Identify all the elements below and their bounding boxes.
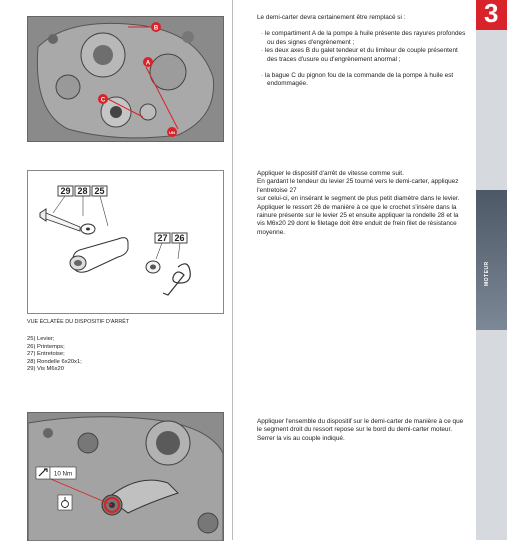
label-b: B — [153, 25, 159, 32]
exploded-view-drawing — [28, 171, 223, 313]
legend-item: 27) Entretoise; — [27, 351, 65, 358]
section2-text — [257, 170, 467, 237]
legend-item: 26) Printemps; — [27, 343, 65, 350]
section1-bullet-2: · les deux axes B du galet tendeur et du limiteur de couple présentent des traces d'usure ou d'engrènement anormal ; — [261, 47, 458, 63]
section2-line-3: sur celui-ci, en insérant le segment de plus petit diamètre dans le levier. Appliquer le ressort 26 de manière à ce que le crochet s'insère dans la rainure présente sur le levier 25 et ensuite appliquer la rondelle 28 et la vis M6x20 29 dont le filetage doit être enduit de frein filet de résistance moyenne. — [257, 195, 460, 236]
torque-value: 10 Nm — [53, 470, 73, 478]
exploded-view-diagram — [27, 170, 224, 314]
part-label-27: 27 — [157, 233, 168, 243]
sidebar-strip — [476, 30, 507, 540]
section1-bullet-3: · la bague C du pignon fou de la commande de la pompe à huile est endommagée. — [261, 72, 454, 88]
section1-text — [257, 14, 467, 89]
legend-item: 29) Vis M6x20 — [27, 366, 64, 373]
label-c: C — [100, 97, 106, 104]
label-un: UN — [169, 130, 175, 135]
assembly-image — [28, 413, 223, 541]
section3-text: Appliquer l'ensemble du dispositif sur le demi-carter de manière à ce que le segment droit du ressort repose sur le bord du demi-carter moteur. Serrer la vis au couple indiqué. — [257, 418, 464, 442]
section1-intro: Le demi-carter devra certainement être remplacé si : — [257, 14, 406, 21]
parts-legend — [27, 336, 227, 374]
chapter-number: 3 — [484, 0, 499, 28]
part-label-26: 26 — [174, 233, 185, 243]
part-label-29: 29 — [60, 186, 71, 196]
diagram-caption: VUE ÉCLATÉE DU DISPOSITIF D'ARRÊT — [27, 319, 130, 325]
column-divider — [232, 0, 233, 540]
section2-line-1: Appliquer le dispositif d'arrêt de vitesse comme suit. — [257, 170, 404, 177]
legend-item: 28) Rondelle 6x20x1; — [27, 358, 82, 365]
engine-case-image — [28, 17, 223, 141]
part-label-25: 25 — [94, 186, 105, 196]
wrench-icon-box — [36, 467, 50, 479]
assembly-photo — [27, 412, 224, 541]
part-label-28: 28 — [77, 186, 88, 196]
engine-case-photo — [27, 16, 224, 142]
sidebar-label: MOTEUR — [484, 261, 490, 286]
section1-bullet-1: · le compartiment A de la pompe à huile présente des rayures profondes ou des signes d'engrènement ; — [261, 30, 466, 46]
legend-item: 25) Levier; — [27, 336, 55, 342]
chapter-tab — [476, 0, 507, 30]
label-a: A — [145, 60, 151, 67]
section2-line-2: En gardant le tendeur du levier 25 tourné vers le demi-carter, appliquez l'entretoise 27 — [257, 178, 459, 194]
